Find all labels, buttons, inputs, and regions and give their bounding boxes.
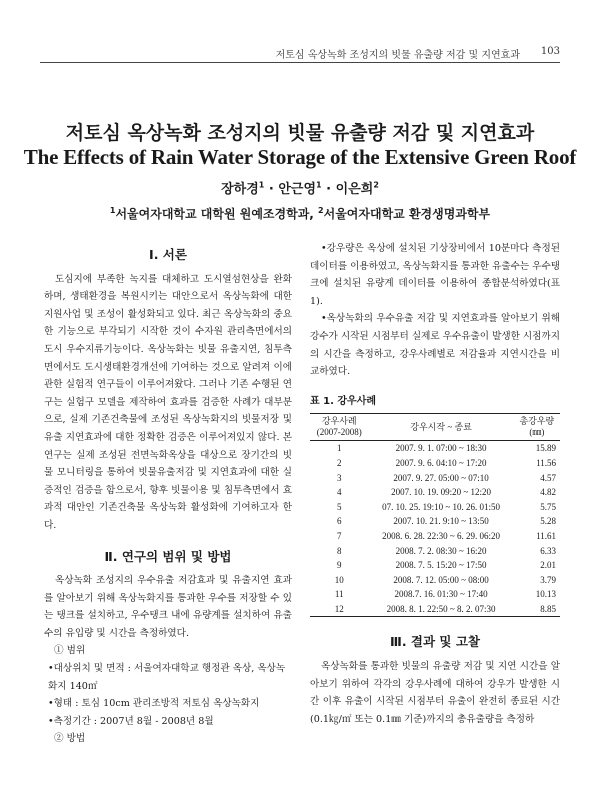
cell-total: 4.82 bbox=[540, 487, 556, 498]
table-row bbox=[310, 544, 560, 559]
cell-period: 2007. 10. 19. 09:20 ~ 12:20 bbox=[391, 487, 492, 498]
col-header-total bbox=[514, 414, 560, 441]
author-separator: · bbox=[326, 182, 332, 197]
col-header-event bbox=[310, 414, 368, 441]
table-body bbox=[310, 441, 560, 617]
cell-total: 5.28 bbox=[540, 516, 556, 527]
table-row bbox=[310, 587, 560, 602]
cell-event-no: 4 bbox=[336, 487, 342, 498]
cell-total: 11.61 bbox=[536, 530, 556, 541]
left-column bbox=[44, 240, 292, 748]
cell-event-no: 5 bbox=[336, 501, 342, 512]
col-header-total-line2: (㎜) bbox=[529, 427, 545, 438]
title-korean: 저토심 옥상녹화 조성지의 빗물 유출량 저감 및 지연효과 bbox=[65, 122, 535, 144]
section-heading-intro: Ⅰ. 서론 bbox=[149, 247, 187, 262]
col-header-total-line1: 총강우량 bbox=[519, 416, 555, 427]
cell-event-no: 6 bbox=[336, 516, 342, 527]
cell-total: 3.79 bbox=[540, 574, 556, 585]
section-heading-results: Ⅲ. 결과 및 고찰 bbox=[390, 634, 480, 650]
table-row bbox=[310, 485, 560, 500]
results-paragraph: 옥상녹화를 통과한 빗물의 유출량 저감 및 지연 시간을 알아보기 위하여 각각의 강우사례에 대하여 강우가 발생한 시간 이후 유출이 시작된 시점부터 유출이 완전히 종료된 시간(0.1㎏/㎡ 또는 0.1㎜ 기준)까지의 총유출량을 측정하 bbox=[310, 661, 560, 725]
cell-event-no: 10 bbox=[334, 574, 344, 585]
method-bullet-delay: •옥상녹화의 우수유출 저감 및 지연효과를 알아보기 위해 강수가 시작된 시점부터 실제로 우수유출이 발생한 시점까지의 시간을 측정하고, 강우사례별로 저감율과 지연시간을 비교하였다. bbox=[310, 313, 560, 378]
cell-event-no: 1 bbox=[336, 443, 342, 454]
section-heading-methods: Ⅱ. 연구의 범위 및 방법 bbox=[104, 548, 232, 564]
authors bbox=[0, 178, 600, 197]
cell-period: 2007. 9. 1. 07:00 ~ 18:30 bbox=[395, 443, 487, 454]
cell-period: 2007. 9. 6. 04:10 ~ 17:20 bbox=[395, 457, 487, 468]
cell-event-no: 12 bbox=[310, 602, 368, 617]
affil-mark: 1 bbox=[109, 206, 116, 215]
cell-total: 6.33 bbox=[540, 545, 556, 556]
subheading-method: ② 방법 bbox=[54, 733, 86, 745]
intro-paragraph: 도심지에 부족한 녹지를 대체하고 도시열섬현상을 완화하며, 생태환경을 복원시키는 대안으로서 옥상녹화에 대한 지원사업 및 조성이 활성화되고 있다. 최근 옥상녹화의 중요한 기능으로 부각되기 시작한 것이 수자원 관리측면에서의 도시 우수지류기능이다. 옥상녹화는 빗물 유출지연, 침투측면에서도 도시생태환경개선에 기여하는 것으로 알려져 이에 관한 실험적 연구들이 이루어져왔다. 그러나 기존 수행된 연구는 실험구 모델을 제작하여 효과를 검증한 사례가 대부분으로, 실제 기존건축물에 조성된 옥상녹화지의 빗물저장 및 유출 지연효과에 대한 정확한 검증은 이루어져있지 않다. 본 연구는 실제 조성된 전면녹화옥상을 대상으로 장기간의 빗물 모니터링을 통하여 빗물유출저감 및 지연효과에 대한 실증적인 검증을 함으로서, 향후 빗물이용 및 침투측면에서 효과적 대안인 기존건축물 옥상녹화 활성화에 기여하고자 한다. bbox=[44, 273, 292, 531]
cell-total: 5.75 bbox=[540, 501, 556, 512]
table-caption: 표 1. 강우사례 bbox=[310, 395, 377, 407]
cell-total: 2.01 bbox=[540, 560, 556, 571]
author-name: 안근영 bbox=[278, 182, 317, 197]
affiliations bbox=[0, 205, 600, 222]
running-title: 저토심 옥상녹화 조성지의 빗물 유출량 저감 및 지연효과 bbox=[275, 50, 520, 61]
right-column bbox=[310, 240, 560, 728]
table-row bbox=[310, 441, 560, 456]
cell-period: 2008.7. 16. 01:30 ~ 17:40 bbox=[394, 589, 488, 600]
table-row bbox=[310, 456, 560, 471]
author-separator: · bbox=[268, 182, 274, 197]
subheading-scope: ① 범위 bbox=[54, 645, 86, 657]
cell-period: 2008. 7. 12. 05:00 ~ 08:00 bbox=[393, 574, 489, 585]
cell-total: 10.13 bbox=[535, 589, 556, 600]
col-header-event-line2: (2007-2008) bbox=[316, 427, 362, 438]
cell-event-no: 2 bbox=[336, 457, 342, 468]
page-number: 103 bbox=[540, 46, 560, 57]
affiliation-1: 서울여자대학교 대학원 원예조경학과, bbox=[115, 207, 314, 221]
cell-event-no: 11 bbox=[334, 589, 344, 600]
cell-total: 11.56 bbox=[536, 457, 556, 468]
scope-item-type: •형태 : 토심 10cm 관리조방적 저토심 옥상녹화지 bbox=[48, 698, 260, 710]
table-row bbox=[310, 514, 560, 529]
author-affil-mark: 1 bbox=[258, 180, 265, 190]
cell-period: 2008. 7. 2. 08:30 ~ 16:20 bbox=[395, 545, 487, 556]
cell-period: 07. 10. 25. 19:10 ~ 10. 26. 01:50 bbox=[382, 501, 501, 512]
cell-period: 2007. 9. 27. 05:00 ~ 07:10 bbox=[393, 472, 489, 483]
cell-event-no: 9 bbox=[336, 560, 342, 571]
cell-period: 2008. 7. 5. 15:20 ~ 17:50 bbox=[395, 560, 487, 571]
method-bullet-rainfall: •강우량은 옥상에 설치된 기상장비에서 10분마다 측정된 데이터를 이용하였고, 옥상녹화지를 통과한 유출수는 우수탱크에 설치된 유량계 데이터를 이용하여 종합분석하였다(표 1). bbox=[310, 243, 560, 307]
methods-paragraph: 옥상녹화 조성지의 우수유출 저감효과 및 유출지연 효과를 알아보기 위해 옥상녹화지를 통과한 우수를 저장할 수 있는 탱크를 설치하고, 우수탱크 내에 유량계를 설치하여 유출수의 유입량 및 시간을 측정하였다. bbox=[44, 575, 292, 639]
title-english: The Effects of Rain Water Storage of the Extensive Green Roof bbox=[23, 145, 577, 169]
affil-mark: 2 bbox=[318, 206, 324, 215]
col-header-event-line1: 강우사례 bbox=[321, 416, 357, 427]
scope-item-period: •측정기간 : 2007년 8월 - 2008년 8월 bbox=[48, 715, 214, 727]
cell-total: 15.89 bbox=[535, 443, 556, 454]
table-row bbox=[310, 500, 560, 515]
scope-item-location: •대상위치 및 면적 : 서울여자대학교 행정관 옥상, 옥상녹화지 140㎡ bbox=[48, 663, 286, 692]
affiliation-2: 서울여자대학교 환경생명과학부 bbox=[323, 207, 491, 221]
cell-total: 8.85 bbox=[514, 602, 560, 617]
table-row bbox=[310, 602, 560, 617]
running-header bbox=[40, 46, 560, 63]
table-row bbox=[310, 558, 560, 573]
cell-total: 4.57 bbox=[540, 472, 556, 483]
cell-event-no: 3 bbox=[336, 472, 342, 483]
author-affil-mark: 2 bbox=[373, 180, 379, 190]
cell-period: 2008. 8. 1. 22:50 ~ 8. 2. 07:30 bbox=[368, 602, 513, 617]
cell-event-no: 8 bbox=[336, 545, 342, 556]
table-row bbox=[310, 471, 560, 486]
cell-period: 2008. 6. 28. 22:30 ~ 6. 29. 06:20 bbox=[382, 530, 501, 541]
table-row bbox=[310, 529, 560, 544]
col-header-period: 강우시작 ~ 종료 bbox=[368, 414, 513, 441]
cell-period: 2007. 10. 21. 9:10 ~ 13:50 bbox=[393, 516, 489, 527]
rainfall-table bbox=[310, 413, 560, 617]
table-header-row bbox=[310, 414, 560, 441]
table-row bbox=[310, 573, 560, 588]
author-name: 이은희 bbox=[335, 182, 374, 197]
author-affil-mark: 1 bbox=[316, 180, 322, 190]
cell-event-no: 7 bbox=[336, 530, 342, 541]
author-name: 장하경 bbox=[221, 182, 259, 197]
